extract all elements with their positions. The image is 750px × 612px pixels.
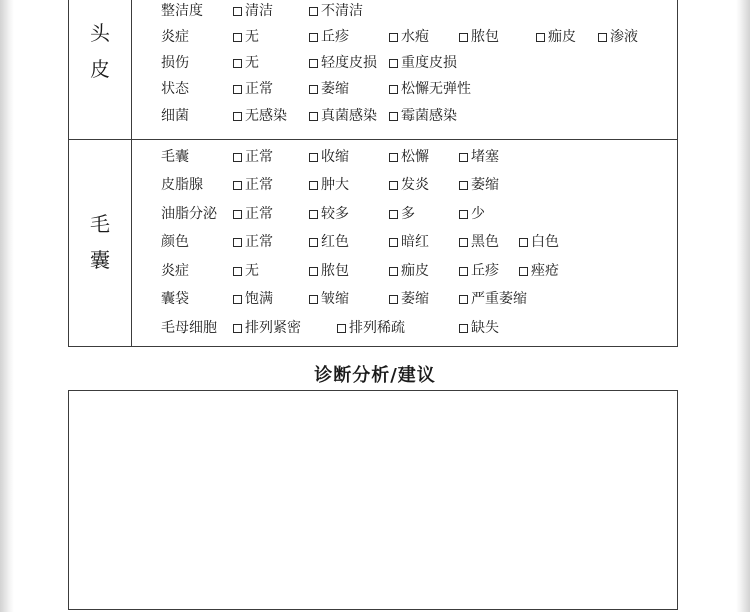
checkbox[interactable] bbox=[519, 238, 528, 247]
option-loose-inelastic[interactable] bbox=[389, 79, 471, 99]
checkbox[interactable] bbox=[459, 267, 468, 276]
checkbox[interactable] bbox=[389, 295, 398, 304]
checkbox[interactable] bbox=[389, 210, 398, 219]
option-label: 萎缩 bbox=[401, 291, 429, 307]
option-blister[interactable] bbox=[389, 27, 429, 47]
option-blocked[interactable] bbox=[459, 147, 499, 167]
section-label-char: 头 bbox=[90, 21, 110, 45]
checkbox[interactable] bbox=[233, 238, 242, 247]
checkbox[interactable] bbox=[598, 33, 607, 42]
option-label: 丘疹 bbox=[321, 29, 349, 45]
option-label: 黑色 bbox=[471, 234, 499, 250]
checkbox[interactable] bbox=[309, 153, 318, 162]
option-label: 正常 bbox=[245, 234, 273, 250]
option-label: 轻度皮损 bbox=[321, 55, 377, 71]
option-atrophy[interactable] bbox=[459, 175, 499, 195]
option-atrophy[interactable] bbox=[309, 79, 349, 99]
checkbox[interactable] bbox=[337, 324, 346, 333]
checkbox[interactable] bbox=[233, 153, 242, 162]
option-dense[interactable] bbox=[233, 318, 301, 338]
option-label: 肿大 bbox=[321, 177, 349, 193]
option-inflamed[interactable] bbox=[389, 175, 429, 195]
checkbox[interactable] bbox=[233, 112, 242, 121]
option-missing[interactable] bbox=[459, 318, 499, 338]
page-edge-right bbox=[736, 0, 750, 612]
option-none[interactable] bbox=[233, 261, 259, 281]
option-dark-red[interactable] bbox=[389, 232, 429, 252]
option-label: 少 bbox=[471, 206, 485, 222]
row-label: 颜色 bbox=[161, 234, 189, 250]
option-shriveled[interactable] bbox=[309, 289, 349, 309]
row-label: 整洁度 bbox=[161, 3, 203, 19]
checkbox[interactable] bbox=[309, 295, 318, 304]
option-red[interactable] bbox=[309, 232, 349, 252]
checkbox[interactable] bbox=[519, 267, 528, 276]
option-normal[interactable] bbox=[233, 204, 273, 224]
form-row-cleanliness bbox=[69, 1, 677, 21]
option-label: 严重萎缩 bbox=[471, 291, 527, 307]
option-no-infection[interactable] bbox=[233, 106, 287, 126]
section-label-char: 毛 bbox=[90, 212, 110, 236]
checkbox[interactable] bbox=[309, 33, 318, 42]
option-label: 痂皮 bbox=[548, 29, 576, 45]
option-mold-infection[interactable] bbox=[389, 106, 457, 126]
checkbox[interactable] bbox=[233, 7, 242, 16]
option-normal[interactable] bbox=[233, 79, 273, 99]
option-label: 正常 bbox=[245, 206, 273, 222]
checkbox[interactable] bbox=[309, 210, 318, 219]
checkbox[interactable] bbox=[309, 181, 318, 190]
option-pustule[interactable] bbox=[309, 261, 349, 281]
checkbox[interactable] bbox=[389, 112, 398, 121]
section-label-char: 皮 bbox=[90, 57, 110, 81]
option-label: 重度皮损 bbox=[401, 55, 457, 71]
option-label: 正常 bbox=[245, 149, 273, 165]
option-normal[interactable] bbox=[233, 232, 273, 252]
option-loose[interactable] bbox=[389, 147, 429, 167]
option-label: 饱满 bbox=[245, 291, 273, 307]
examination-form-table bbox=[68, 0, 678, 347]
checkbox[interactable] bbox=[389, 85, 398, 94]
checkbox[interactable] bbox=[459, 295, 468, 304]
option-not-clean[interactable] bbox=[309, 1, 363, 21]
checkbox[interactable] bbox=[459, 324, 468, 333]
form-row-sebaceous-gland bbox=[69, 175, 677, 195]
option-scab[interactable] bbox=[536, 27, 576, 47]
row-label: 毛母细胞 bbox=[161, 320, 217, 336]
option-label: 水疱 bbox=[401, 29, 429, 45]
option-label: 脓包 bbox=[321, 263, 349, 279]
option-label: 排列稀疏 bbox=[349, 320, 405, 336]
form-row-condition bbox=[69, 79, 677, 99]
row-label: 炎症 bbox=[161, 29, 189, 45]
option-label: 堵塞 bbox=[471, 149, 499, 165]
option-label: 霉菌感染 bbox=[401, 108, 457, 124]
checkbox[interactable] bbox=[389, 153, 398, 162]
option-sparse[interactable] bbox=[337, 318, 405, 338]
checkbox[interactable] bbox=[389, 181, 398, 190]
form-row-color bbox=[69, 232, 677, 252]
option-label: 皱缩 bbox=[321, 291, 349, 307]
checkbox[interactable] bbox=[389, 33, 398, 42]
checkbox[interactable] bbox=[309, 7, 318, 16]
option-label: 真菌感染 bbox=[321, 108, 377, 124]
option-little[interactable] bbox=[459, 204, 485, 224]
option-label: 丘疹 bbox=[471, 263, 499, 279]
checkbox[interactable] bbox=[233, 210, 242, 219]
option-acne[interactable] bbox=[519, 261, 559, 281]
checkbox[interactable] bbox=[233, 85, 242, 94]
section-label-scalp bbox=[69, 15, 131, 87]
option-label: 渗液 bbox=[610, 29, 638, 45]
row-label: 囊袋 bbox=[161, 291, 189, 307]
form-row-follicle-inflammation bbox=[69, 261, 677, 281]
form-row-scalp-inflammation bbox=[69, 27, 677, 47]
checkbox[interactable] bbox=[459, 153, 468, 162]
checkbox[interactable] bbox=[309, 85, 318, 94]
section-divider bbox=[69, 139, 677, 140]
option-label: 不清洁 bbox=[321, 3, 363, 19]
checkbox[interactable] bbox=[233, 324, 242, 333]
row-label: 状态 bbox=[161, 81, 189, 97]
section-label-char: 囊 bbox=[90, 248, 110, 272]
option-clean[interactable] bbox=[233, 1, 273, 21]
checkbox[interactable] bbox=[309, 267, 318, 276]
option-label: 萎缩 bbox=[321, 81, 349, 97]
option-severe-atrophy[interactable] bbox=[459, 289, 527, 309]
option-full[interactable] bbox=[233, 289, 273, 309]
form-row-sac bbox=[69, 289, 677, 309]
option-label: 萎缩 bbox=[471, 177, 499, 193]
option-label: 无 bbox=[245, 55, 259, 71]
option-label: 无 bbox=[245, 29, 259, 45]
checkbox[interactable] bbox=[309, 112, 318, 121]
option-swollen[interactable] bbox=[309, 175, 349, 195]
checkbox[interactable] bbox=[233, 59, 242, 68]
option-label: 正常 bbox=[245, 177, 273, 193]
checkbox[interactable] bbox=[309, 59, 318, 68]
option-label: 脓包 bbox=[471, 29, 499, 45]
checkbox[interactable] bbox=[389, 238, 398, 247]
option-exudate[interactable] bbox=[598, 27, 638, 47]
option-label: 较多 bbox=[321, 206, 349, 222]
checkbox[interactable] bbox=[309, 238, 318, 247]
row-label: 皮脂腺 bbox=[161, 177, 203, 193]
option-mild-damage[interactable] bbox=[309, 53, 377, 73]
option-scab[interactable] bbox=[389, 261, 429, 281]
option-label: 红色 bbox=[321, 234, 349, 250]
option-label: 痤疮 bbox=[531, 263, 559, 279]
option-label: 排列紧密 bbox=[245, 320, 301, 336]
diagnosis-notes-box[interactable] bbox=[68, 390, 678, 610]
option-label: 无感染 bbox=[245, 108, 287, 124]
checkbox[interactable] bbox=[233, 267, 242, 276]
page-edge-left bbox=[0, 0, 14, 612]
option-label: 收缩 bbox=[321, 149, 349, 165]
option-normal[interactable] bbox=[233, 175, 273, 195]
option-label: 正常 bbox=[245, 81, 273, 97]
checkbox[interactable] bbox=[459, 238, 468, 247]
checkbox[interactable] bbox=[233, 181, 242, 190]
option-normal[interactable] bbox=[233, 147, 273, 167]
checkbox[interactable] bbox=[389, 59, 398, 68]
option-label: 缺失 bbox=[471, 320, 499, 336]
form-row-damage bbox=[69, 53, 677, 73]
option-label: 松懈无弹性 bbox=[401, 81, 471, 97]
checkbox[interactable] bbox=[536, 33, 545, 42]
checkbox[interactable] bbox=[459, 210, 468, 219]
form-row-bacteria bbox=[69, 106, 677, 126]
option-papule[interactable] bbox=[309, 27, 349, 47]
option-fungal-infection[interactable] bbox=[309, 106, 377, 126]
row-label: 炎症 bbox=[161, 263, 189, 279]
option-label: 暗红 bbox=[401, 234, 429, 250]
option-severe-damage[interactable] bbox=[389, 53, 457, 73]
option-none[interactable] bbox=[233, 27, 259, 47]
option-label: 痂皮 bbox=[401, 263, 429, 279]
checkbox[interactable] bbox=[459, 181, 468, 190]
form-row-matrix-cells bbox=[69, 318, 677, 338]
option-more[interactable] bbox=[309, 204, 349, 224]
diagnosis-title: 诊断分析/建议 bbox=[314, 365, 436, 386]
row-label: 毛囊 bbox=[161, 149, 189, 165]
checkbox[interactable] bbox=[233, 295, 242, 304]
form-row-follicle bbox=[69, 147, 677, 167]
option-label: 多 bbox=[401, 206, 415, 222]
option-pustule[interactable] bbox=[459, 27, 499, 47]
option-black[interactable] bbox=[459, 232, 499, 252]
checkbox[interactable] bbox=[389, 267, 398, 276]
row-label: 损伤 bbox=[161, 55, 189, 71]
option-label: 清洁 bbox=[245, 3, 273, 19]
option-label: 发炎 bbox=[401, 177, 429, 193]
option-label: 松懈 bbox=[401, 149, 429, 165]
option-none[interactable] bbox=[233, 53, 259, 73]
form-row-oil-secretion bbox=[69, 204, 677, 224]
row-label: 油脂分泌 bbox=[161, 206, 217, 222]
option-papule[interactable] bbox=[459, 261, 499, 281]
row-label: 细菌 bbox=[161, 108, 189, 124]
checkbox[interactable] bbox=[233, 33, 242, 42]
checkbox[interactable] bbox=[459, 33, 468, 42]
option-label: 无 bbox=[245, 263, 259, 279]
option-much[interactable] bbox=[389, 204, 415, 224]
option-label: 白色 bbox=[531, 234, 559, 250]
option-white[interactable] bbox=[519, 232, 559, 252]
option-contracted[interactable] bbox=[309, 147, 349, 167]
option-atrophy[interactable] bbox=[389, 289, 429, 309]
